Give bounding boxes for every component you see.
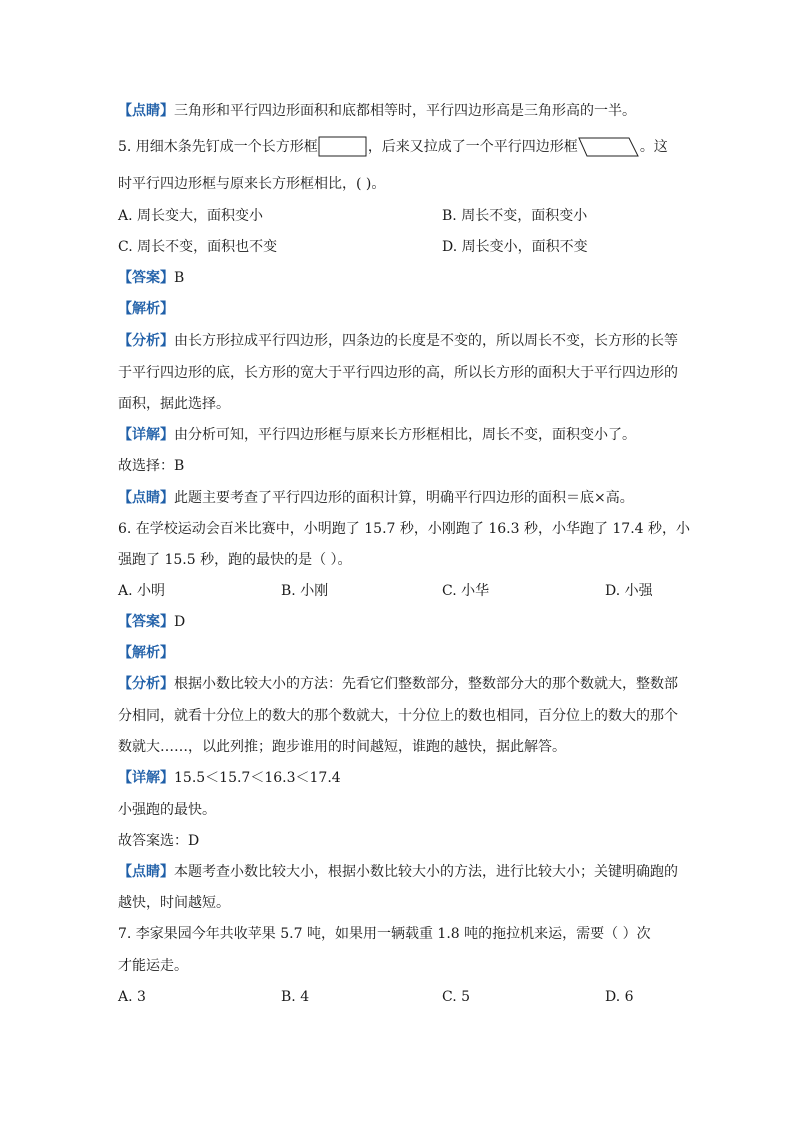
fenxi-text: 由长方形拉成平行四边形，四条边的长度是不变的，所以周长不变，长方形的长等 [174,333,678,349]
dianjing-tag: 【点睛】 [118,864,174,880]
q6-fenxi-line-3: 数就大……，以此列推；跑步谁用的时间越短，谁跑的越快，据此解答。 [118,739,566,755]
dianjing-text: 三角形和平行四边形面积和底都相等时，平行四边形高是三角形高的一半。 [174,103,636,119]
q6-option-a: A. 小明 [118,583,166,599]
answer-value: D [174,614,186,630]
q7-option-b: B. 4 [281,989,310,1005]
dianjing-tag: 【点睛】 [118,103,174,119]
q7-stem-line-2: 才能运走。 [118,958,188,974]
q6-stem-line-1: 6. 在学校运动会百米比赛中，小明跑了 15.7 秒，小刚跑了 16.3 秒，小华跑了 17.4 秒，小 [118,521,691,537]
q5-fenxi-line-2: 于平行四边形的底，长方形的宽大于平行四边形的高，所以长方形的面积大于平行四边形的 [118,365,678,381]
q6-option-b: B. 小刚 [281,583,329,599]
q5-choose-line: 故选择：B [118,458,185,474]
answer-tag: 【答案】 [118,614,174,630]
q6-stem-line-2: 强跑了 15.5 秒，跑的最快的是（ ）。 [118,552,352,568]
q6-answer-line [118,612,185,632]
q5-stem-line-2: 时平行四边形框与原来长方形框相比，( )。 [118,176,386,192]
q5-stem-part-3: 。这 [639,139,668,155]
q7-option-c: C. 5 [442,989,471,1005]
dianjing-tag: 【点睛】 [118,490,174,506]
q6-option-c: C. 小华 [442,583,490,599]
q4-dianjing-line [118,101,636,121]
dianjing-text: 此题主要考查了平行四边形的面积计算，明确平行四边形的面积＝底×高。 [174,490,634,506]
dianjing-text: 本题考查小数比较大小，根据小数比较大小的方法，进行比较大小；关键明确跑的 [174,864,678,880]
q6-fenxi-line-2: 分相同，就看十分位上的数大的那个数就大，十分位上的数也相同，百分位上的数大的那个 [118,708,678,724]
q5-option-d: D. 周长变小，面积不变 [442,239,588,255]
q7-option-d: D. 6 [605,989,634,1005]
parallelogram-frame-figure [578,135,640,159]
q6-fenxi-line-1 [118,674,678,694]
q6-xiangjie-line [118,768,341,788]
answer-tag: 【答案】 [118,270,174,286]
q6-dianjing-line-1 [118,862,678,882]
q5-option-a: A. 周长变大，面积变小 [118,208,264,224]
q5-stem-part-1: 5. 用细木条先钉成一个长方形框 [118,139,318,155]
fenxi-tag: 【分析】 [118,676,174,692]
answer-value: B [174,270,185,286]
q5-fenxi-line-1 [118,331,678,351]
q6-option-d: D. 小强 [605,583,653,599]
q5-option-b: B. 周长不变，面积变小 [442,208,588,224]
q5-stem-part-2: ，后来又拉成了一个平行四边形框 [367,139,578,155]
q6-fastest-line: 小强跑的最快。 [118,802,216,818]
q5-option-c: C. 周长不变，面积也不变 [118,239,278,255]
q5-stem-line-1 [118,134,668,160]
xiangjie-text: 15.5＜15.7＜16.3＜17.4 [174,770,341,786]
xiangjie-tag: 【详解】 [118,427,174,443]
q5-answer-line [118,268,184,288]
q6-choose-line: 故答案选：D [118,833,200,849]
q7-stem-line-1: 7. 李家果园今年共收苹果 5.7 吨，如果用一辆载重 1.8 吨的拖拉机来运，需要（ ）次 [118,926,651,942]
q7-option-a: A. 3 [118,989,146,1005]
fenxi-tag: 【分析】 [118,333,174,349]
xiangjie-tag: 【详解】 [118,770,174,786]
rectangle-frame-figure [318,135,368,159]
q5-analysis-tag: 【解析】 [118,301,174,317]
q5-dianjing-line [118,488,634,508]
xiangjie-text: 由分析可知，平行四边形框与原来长方形框相比，周长不变，面积变小了。 [174,427,636,443]
q5-xiangjie-line [118,425,636,445]
fenxi-text: 根据小数比较大小的方法：先看它们整数部分，整数部分大的那个数就大，整数部 [174,676,678,692]
q6-analysis-tag: 【解析】 [118,645,174,661]
q6-dianjing-line-2: 越快，时间越短。 [118,895,230,911]
q5-fenxi-line-3: 面积，据此选择。 [118,396,230,412]
